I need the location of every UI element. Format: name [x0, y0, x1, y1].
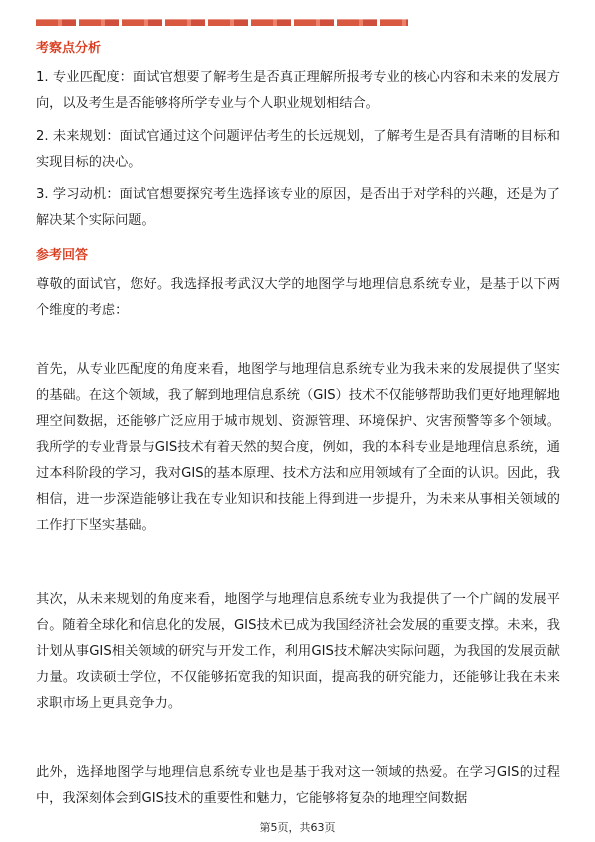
answer-intro: 尊敬的面试官，您好。我选择报考武汉大学的地图学与地理信息系统专业，是基于以下两个维度的考虑： [36, 277, 560, 318]
analysis-heading: 考察点分析 [36, 41, 102, 56]
answer-paragraph-1: 首先，从专业匹配度的角度来看，地图学与地理信息系统专业为我未来的发展提供了坚实的基础。在这个领域，我了解到地理信息系统（GIS）技术不仅能够帮助我们更好地理解地理空间数据，还能够广泛应用于城市规划、资源管理、环境保护、灾害预警等多个领域。我所学的专业背景与GIS技术有着天然的契合度，例如，我的本科专业是地理信息系统，通过本科阶段的学习，我对GIS的基本原理、技术方法和应用领域有了全面的认识。因此，我相信，进一步深造能够让我在专业知识和技能上得到进一步提升，为未来从事相关领域的工作打下坚实基础。 [36, 362, 560, 533]
analysis-point-1: 1. 专业匹配度：面试官想要了解考生是否真正理解所报考专业的核心内容和未来的发展方向，以及考生是否能够将所学专业与个人职业规划相结合。 [36, 70, 560, 111]
page-number: 第5页，共63页 [259, 821, 336, 834]
answer-paragraph-3: 此外，选择地图学与地理信息系统专业也是基于我对这一领域的热爱。在学习GIS的过程中，我深刻体会到GIS技术的重要性和魅力，它能够将复杂的地理空间数据 [36, 765, 560, 806]
truncated-heading-fragment [36, 14, 408, 26]
answer-heading: 参考回答 [36, 248, 89, 263]
analysis-point-3: 3. 学习动机：面试官想要探究考生选择该专业的原因，是否出于对学科的兴趣，还是为了解决某个实际问题。 [36, 187, 560, 228]
answer-paragraph-2: 其次，从未来规划的角度来看，地图学与地理信息系统专业为我提供了一个广阔的发展平台。随着全球化和信息化的发展，GIS技术已成为我国经济社会发展的重要支撑。未来，我计划从事GIS相关领域的研究与开发工作，利用GIS技术解决实际问题，为我国的发展贡献力量。攻读硕士学位，不仅能够拓宽我的知识面，提高我的研究能力，还能够让我在未来求职市场上更具竞争力。 [36, 592, 560, 711]
analysis-point-2: 2. 未来规划：面试官通过这个问题评估考生的长远规划，了解考生是否具有清晰的目标和实现目标的决心。 [36, 129, 560, 170]
